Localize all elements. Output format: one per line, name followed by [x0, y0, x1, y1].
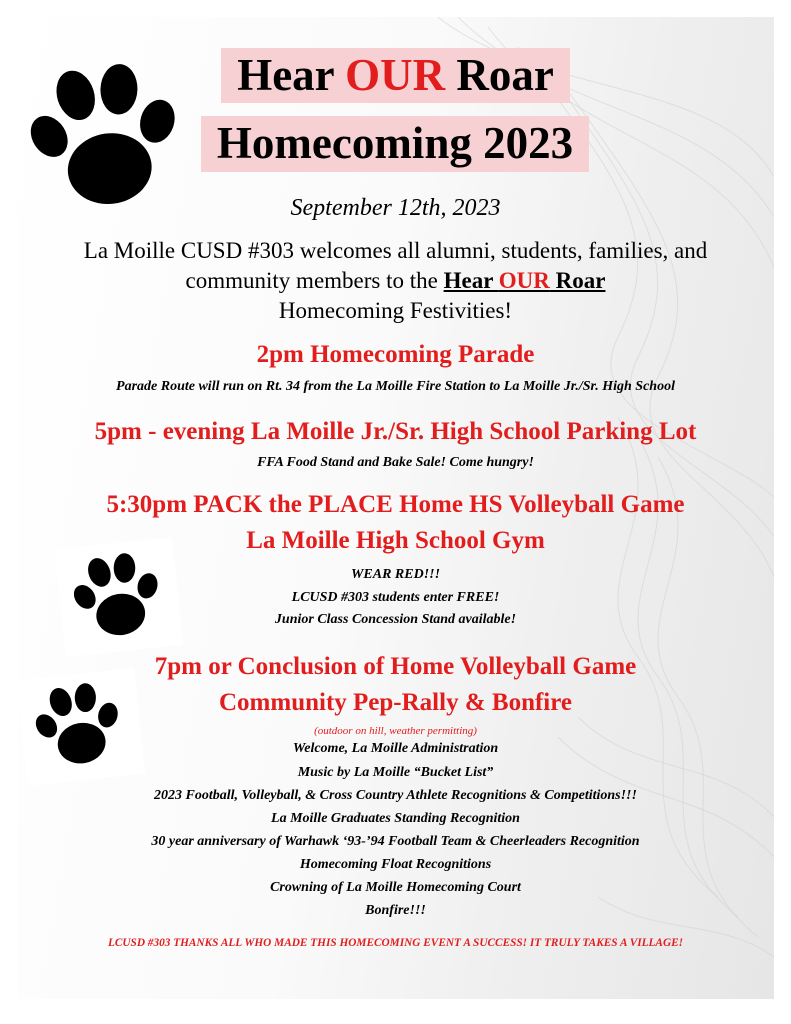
- pep-rally-item: Homecoming Float Recognitions: [299, 857, 492, 872]
- title-our: OUR: [345, 50, 446, 100]
- event-parking-lot-heading: 5pm - evening La Moille Jr./Sr. High School Parking Lot: [94, 418, 697, 445]
- event-volleyball-detail: Junior Class Concession Stand available!: [274, 612, 517, 627]
- event-date: September 12th, 2023: [290, 195, 501, 221]
- pep-rally-item: 30 year anniversary of Warhawk ‘93-’94 Football Team & Cheerleaders Recognition: [151, 834, 640, 849]
- page-subtitle: [201, 116, 589, 172]
- intro-event-name: [444, 268, 606, 293]
- pep-rally-item: Welcome, La Moille Administration: [292, 741, 499, 756]
- pep-rally-item: Music by La Moille “Bucket List”: [297, 765, 494, 780]
- title-text-1: Hear: [237, 50, 346, 100]
- pep-rally-item: Bonfire!!!: [365, 903, 426, 918]
- title-text-2: Roar: [445, 50, 554, 100]
- event-parade-detail: Parade Route will run on Rt. 34 from the La Moille Fire Station to La Moille Jr./Sr. High School: [116, 379, 675, 394]
- event-volleyball-location: La Moille High School Gym: [246, 527, 545, 554]
- intro-hear: Hear: [443, 268, 499, 293]
- event-pep-rally-note: (outdoor on hill, weather permitting): [314, 725, 477, 737]
- intro-roar: Roar: [549, 268, 606, 293]
- intro-our: OUR: [498, 268, 550, 293]
- pep-rally-item: 2023 Football, Volleyball, & Cross Country Athlete Recognitions & Competitions!!!: [154, 788, 637, 803]
- event-parking-lot-detail: FFA Food Stand and Bake Sale! Come hungry!: [257, 455, 534, 470]
- event-pep-rally-time: 7pm or Conclusion of Home Volleyball Game: [154, 653, 637, 680]
- event-volleyball-heading: 5:30pm PACK the PLACE Home HS Volleyball Game: [106, 491, 685, 518]
- page-title: [221, 48, 570, 103]
- event-volleyball-detail: LCUSD #303 students enter FREE!: [291, 590, 500, 605]
- event-parade-heading: 2pm Homecoming Parade: [256, 341, 535, 368]
- event-pep-rally-heading: Community Pep-Rally & Bonfire: [219, 689, 572, 716]
- event-volleyball-detail: WEAR RED!!!: [350, 567, 441, 582]
- intro-line-3: Homecoming Festivities!: [278, 298, 513, 323]
- intro-line-1: La Moille CUSD #303 welcomes all alumni, students, families, and: [83, 238, 708, 263]
- intro-text: community members to the: [185, 268, 444, 293]
- intro-line-2: [0, 267, 791, 295]
- thanks-banner: LCUSD #303 THANKS ALL WHO MADE THIS HOMECOMING EVENT A SUCCESS! IT TRULY TAKES A VILLAGE!: [107, 937, 684, 949]
- pep-rally-item: Crowning of La Moille Homecoming Court: [270, 880, 521, 895]
- pep-rally-item: La Moille Graduates Standing Recognition: [271, 811, 520, 826]
- subtitle-text: Homecoming 2023: [216, 118, 574, 168]
